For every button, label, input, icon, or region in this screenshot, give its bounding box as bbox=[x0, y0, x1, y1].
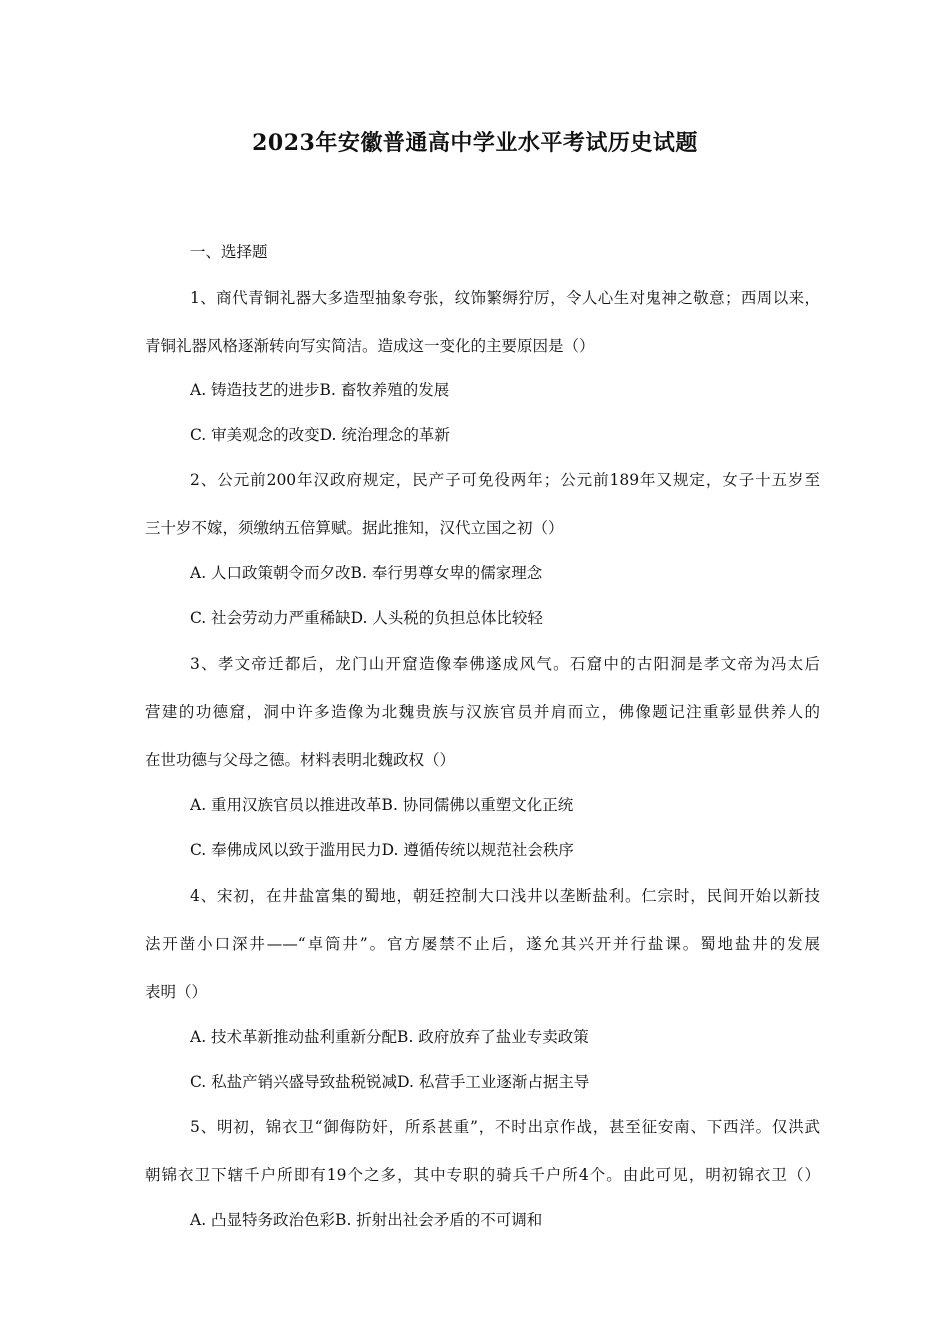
question-4-options-cd: C. 私盐产销兴盛导致盐税锐减D. 私营手工业逐渐占据主导 bbox=[190, 1073, 590, 1091]
question-5-options-ab: A. 凸显特务政治色彩B. 折射出社会矛盾的不可调和 bbox=[190, 1211, 543, 1229]
question-4-stem-line-2: 法开凿小口深井——“卓筒井”。官方屡禁不止后，遂允其兴开并行盐课。蜀地盐井的发展 bbox=[145, 935, 820, 953]
question-1-options-cd: C. 审美观念的改变D. 统治理念的革新 bbox=[190, 426, 450, 444]
question-5-stem-line-1: 5、明初，锦衣卫“御侮防奸，所系甚重”，不时出京作战，甚至征安南、下西洋。仅洪武 bbox=[190, 1118, 820, 1136]
question-4-stem-line-1: 4、宋初，在井盐富集的蜀地，朝廷控制大口浅井以垄断盐利。仁宗时，民间开始以新技 bbox=[190, 887, 820, 905]
section-heading: 一、选择题 bbox=[190, 243, 268, 261]
question-1-stem-line-2: 青铜礼器风格逐渐转向写实简洁。造成这一变化的主要原因是（） bbox=[145, 337, 595, 355]
question-3-stem-line-3: 在世功德与父母之德。材料表明北魏政权（） bbox=[145, 751, 456, 769]
question-3-stem-line-2: 营建的功德窟，洞中许多造像为北魏贵族与汉族官员并肩而立，佛像题记注重彰显供养人的 bbox=[145, 703, 820, 721]
question-3-options-ab: A. 重用汉族官员以推进改革B. 协同儒佛以重塑文化正统 bbox=[190, 796, 574, 814]
question-1-options-ab: A. 铸造技艺的进步B. 畜牧养殖的发展 bbox=[190, 381, 450, 399]
question-1-stem-line-1: 1、商代青铜礼器大多造型抽象夸张，纹饰繁缛狞厉，令人心生对鬼神之敬意；西周以来， bbox=[190, 289, 820, 307]
question-3-stem-line-1: 3、孝文帝迁都后，龙门山开窟造像奉佛遂成风气。石窟中的古阳洞是孝文帝为冯太后 bbox=[190, 655, 820, 673]
question-2-stem-line-2: 三十岁不嫁，须缴纳五倍算赋。据此推知，汉代立国之初（） bbox=[145, 519, 564, 537]
question-2-stem-line-1: 2、公元前200年汉政府规定，民产子可免役两年；公元前189年又规定，女子十五岁至 bbox=[190, 471, 820, 489]
document-title: 2023年安徽普通高中学业水平考试历史试题 bbox=[252, 130, 698, 156]
question-2-options-cd: C. 社会劳动力严重稀缺D. 人头税的负担总体比较轻 bbox=[190, 609, 543, 627]
question-4-stem-line-3: 表明（） bbox=[145, 983, 208, 1001]
question-3-options-cd: C. 奉佛成风以致于滥用民力D. 遵循传统以规范社会秩序 bbox=[190, 841, 574, 859]
question-2-options-ab: A. 人口政策朝令而夕改B. 奉行男尊女卑的儒家理念 bbox=[190, 564, 543, 582]
question-5-stem-line-2: 朝锦衣卫下辖千户所即有19个之多，其中专职的骑兵千户所4个。由此可见，明初锦衣卫（） bbox=[145, 1166, 820, 1184]
question-4-options-ab: A. 技术革新推动盐利重新分配B. 政府放弃了盐业专卖政策 bbox=[190, 1028, 589, 1046]
